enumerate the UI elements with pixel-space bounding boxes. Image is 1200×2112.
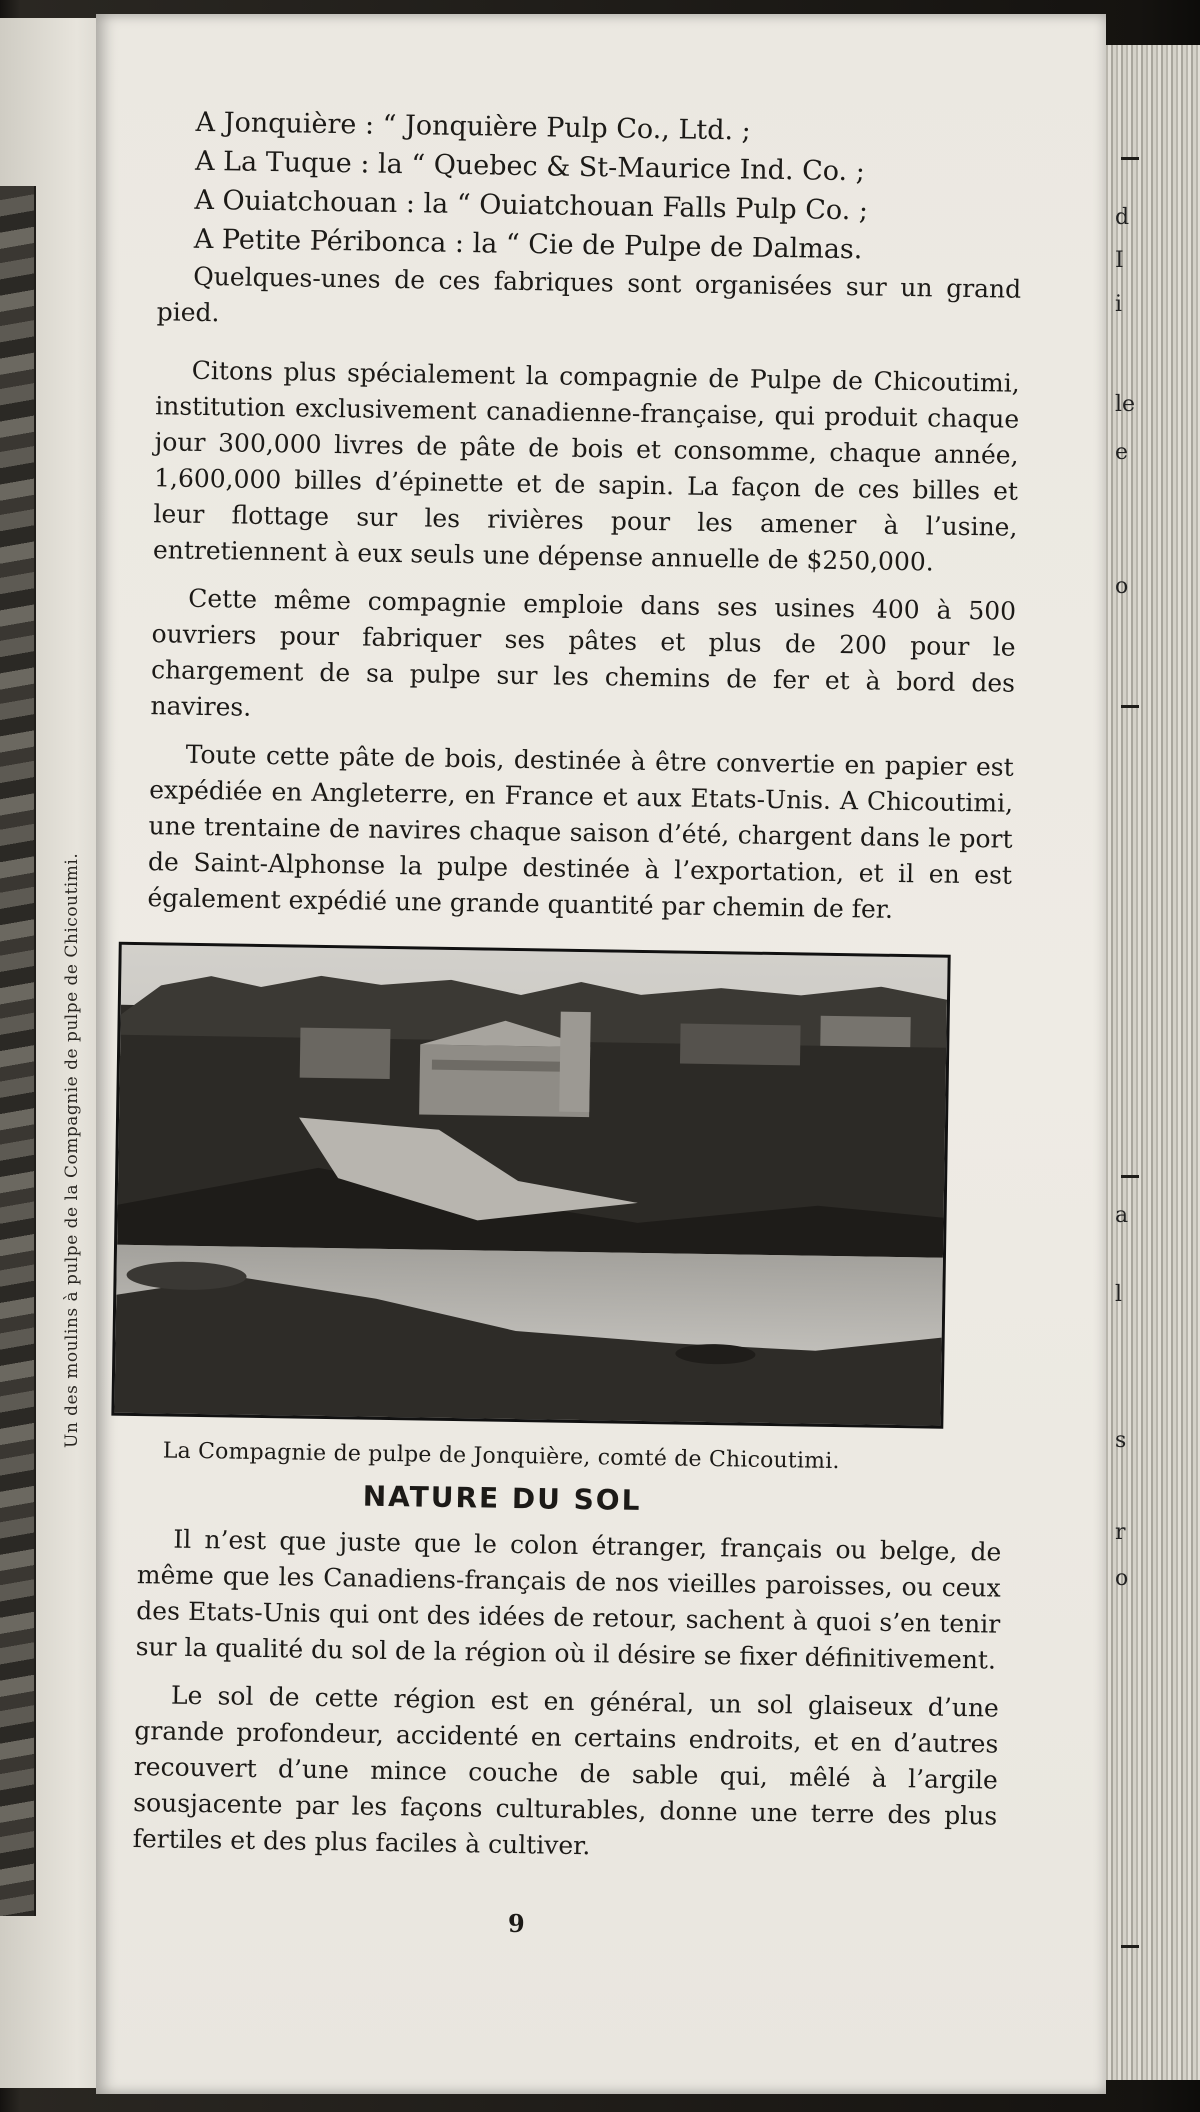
- edge-fragment: le: [1115, 392, 1136, 417]
- list-item: A Petite Péribonca : la “ Cie de Pulpe de Dalmas.: [193, 223, 863, 266]
- facing-page-caption: Un des moulins à pulpe de la Compagnie de pulpe de Chicoutimi.: [62, 852, 82, 1448]
- list-item: A Jonquière : “ Jonquière Pulp Co., Ltd. ;: [195, 106, 752, 147]
- stack-tab: [1121, 705, 1139, 708]
- edge-fragment: o: [1115, 574, 1129, 599]
- facing-page-photo: [0, 186, 36, 1916]
- edge-fragment: s: [1115, 1428, 1127, 1453]
- photo-drawing: [114, 945, 947, 1426]
- mill-photograph: [111, 942, 950, 1429]
- paragraph: Quelques-unes de ces fabriques sont organisées sur un grand pied.: [156, 261, 1022, 328]
- stack-tab: [1121, 1175, 1139, 1178]
- edge-fragment: r: [1115, 1520, 1126, 1545]
- edge-fragment: o: [1115, 1566, 1129, 1591]
- edge-fragment: e: [1115, 440, 1129, 465]
- edge-fragment: d: [1115, 205, 1130, 230]
- stack-tab: [1121, 157, 1139, 160]
- page-content: [116, 102, 1023, 1871]
- section-heading: NATURE DU SOL: [362, 1479, 642, 1517]
- photo-caption: La Compagnie de pulpe de Jonquière, comté de Chicoutimi.: [162, 1438, 840, 1475]
- mill-list: [142, 102, 1024, 272]
- page-stack-edge: [1100, 45, 1200, 2080]
- list-item: A La Tuque : la “ Quebec & St-Maurice Ind. Co. ;: [194, 145, 866, 188]
- paragraph: Citons plus spécialement la compagnie de Pulpe de Chicoutimi, institution exclusivement canadienne-française, qui produit chaque jour 300,000 livres de pâte de bois et consomme, chaque année, 1,600,000 billes d’épinette et de sapin. La façon de ces billes et leur flottage sur les rivières pour les amener à l’usine, entretiennent à eux seuls une dépense annuelle de $250,000.: [152, 355, 1020, 577]
- edge-fragment: i: [1115, 292, 1123, 317]
- list-item: A Ouiatchouan : la “ Ouiatchouan Falls Pulp Co. ;: [194, 184, 869, 227]
- paragraph: Toute cette pâte de bois, destinée à être convertie en papier est expédiée en Angleterre, en France et aux Etats-Unis. A Chicoutimi, une trentaine de navires chaque saison d’été, chargent dans le port de Saint-Alphonse la pulpe destinée à l’exportation, et il en est également expédié une grande quantité par chemin de fer.: [147, 739, 1014, 924]
- paragraph: Il n’est que juste que le colon étranger, français ou belge, de même que les Canadiens-français de nos vieilles paroisses, ou ceux des Etats-Unis qui ont des idées de retour, sachent à quoi s’en tenir sur la qualité du sol de la région où il désire se fixer définitivement.: [135, 1524, 1002, 1675]
- edge-fragment: a: [1115, 1203, 1129, 1228]
- edge-fragment: I: [1115, 248, 1124, 273]
- edge-fragment: l: [1115, 1282, 1123, 1307]
- paragraph: Le sol de cette région est en général, un sol glaiseux d’une grande profondeur, accidenté en certains endroits, et en d’autres recouvert d’une mince couche de sable qui, mêlé à l’argile sousjacente par les façons culturables, donne une terre des plus fertiles et des plus faciles à cultiver.: [132, 1680, 1000, 1861]
- book-page: [96, 14, 1106, 2094]
- paragraph: Cette même compagnie emploie dans ses usines 400 à 500 ouvriers pour fabriquer ses pâtes et plus de 200 pour le chargement de sa pulpe sur les chemins de fer et à bord des navires.: [150, 583, 1017, 722]
- page-number: 9: [508, 1909, 525, 1938]
- stack-tab: [1121, 1945, 1139, 1948]
